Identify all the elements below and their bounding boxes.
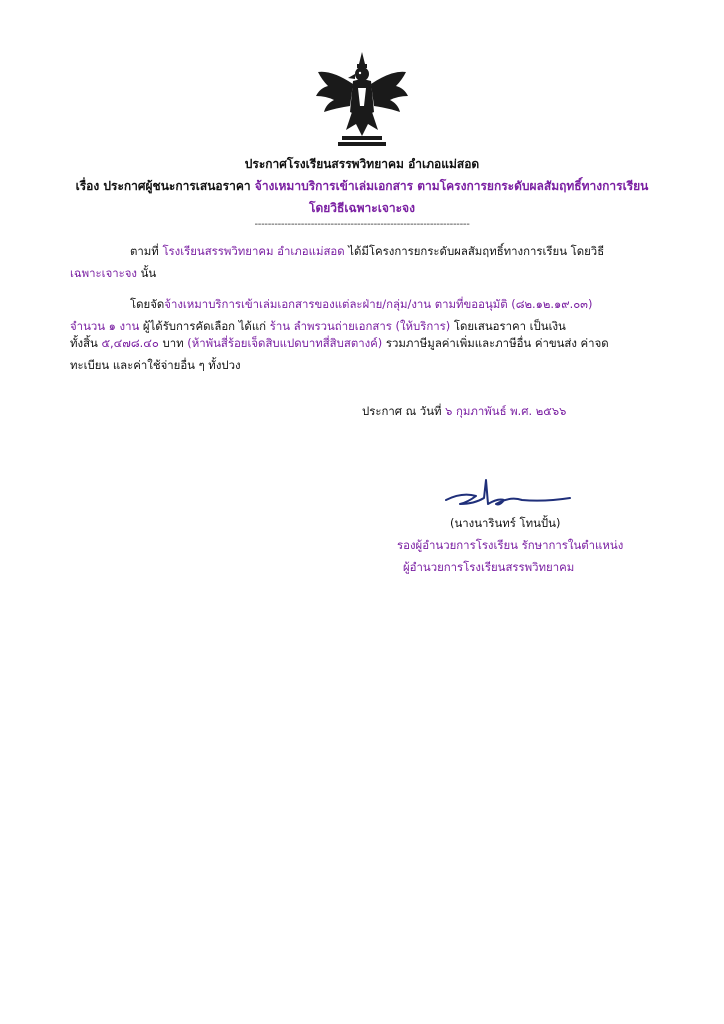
date-value: ๖ กุมภาพันธ์ พ.ศ. ๒๕๖๖ [445, 404, 567, 418]
p1-text: ตามที่ [130, 244, 159, 258]
announcement-date [362, 403, 566, 419]
p2-text: ทั้งสิ้น [70, 336, 98, 350]
paragraph-2-line-1 [130, 296, 592, 312]
p2-text: โดยจัด [130, 297, 165, 311]
subject-text-continued: โดยวิธีเฉพาะเจาะจง [309, 201, 415, 215]
subject-line [40, 178, 684, 194]
signatory-position-1: รองผู้อำนวยการโรงเรียน รักษาการในตำแหน่ง [397, 538, 624, 552]
school-name: โรงเรียนสรรพวิทยาคม อำเภอแม่สอด [162, 244, 345, 258]
announcement-heading: ประกาศโรงเรียนสรรพวิทยาคม อำเภอแม่สอด [244, 157, 480, 171]
subject-label: เรื่อง ประกาศผู้ชนะการเสนอราคา [75, 179, 251, 193]
p2-text: บาท [162, 336, 184, 350]
p2-text: รวมภาษีมูลค่าเพิ่มและภาษีอื่น ค่าขนส่ง ค่าจด [385, 336, 609, 350]
quantity-text: จำนวน ๑ งาน [70, 319, 140, 333]
paragraph-2-line-2 [70, 318, 566, 334]
method-text: เฉพาะเจาะจง [70, 266, 137, 280]
paragraph-1-line-1 [130, 243, 604, 259]
garuda-emblem-icon [312, 50, 412, 148]
service-description: จ้างเหมาบริการเข้าเล่มเอกสารของแต่ละฝ่าย/กลุ่ม/งาน ตามที่ขออนุมัติ (๘๒.๑๒.๑๙.๐๓) [164, 297, 593, 311]
paragraph-2-line-4: ทะเบียน และค่าใช้จ่ายอื่น ๆ ทั้งปวง [70, 358, 241, 372]
p2-text: ผู้ได้รับการคัดเลือก ได้แก่ [142, 319, 267, 333]
paragraph-1-line-2 [70, 265, 156, 281]
p2-text: โดยเสนอราคา เป็นเงิน [453, 319, 566, 333]
p1-text: นั้น [140, 266, 157, 280]
handwritten-signature [440, 476, 580, 512]
p1-text: ได้มีโครงการยกระดับผลสัมฤทธิ์ทางการเรียน โดยวิธี [348, 244, 605, 258]
date-label: ประกาศ ณ วันที่ [362, 404, 442, 418]
divider-line: ----------------------------------------------------------------- [254, 219, 470, 230]
price-in-words: (ห้าพันสี่ร้อยเจ็ดสิบแปดบาทสี่สิบสตางค์) [187, 336, 383, 350]
signatory-name: (นางนารินทร์ โทนปั้น) [450, 516, 561, 530]
price-amount: ๕,๔๗๘.๔๐ [101, 336, 159, 350]
vendor-name: ร้าน ลำพรวนถ่ายเอกสาร (ให้บริการ) [269, 319, 451, 333]
subject-text: จ้างเหมาบริการเข้าเล่มเอกสาร ตามโครงการยกระดับผลสัมฤทธิ์ทางการเรียน [254, 179, 649, 193]
paragraph-2-line-3 [70, 335, 609, 351]
signatory-position-2: ผู้อำนวยการโรงเรียนสรรพวิทยาคม [403, 560, 575, 574]
